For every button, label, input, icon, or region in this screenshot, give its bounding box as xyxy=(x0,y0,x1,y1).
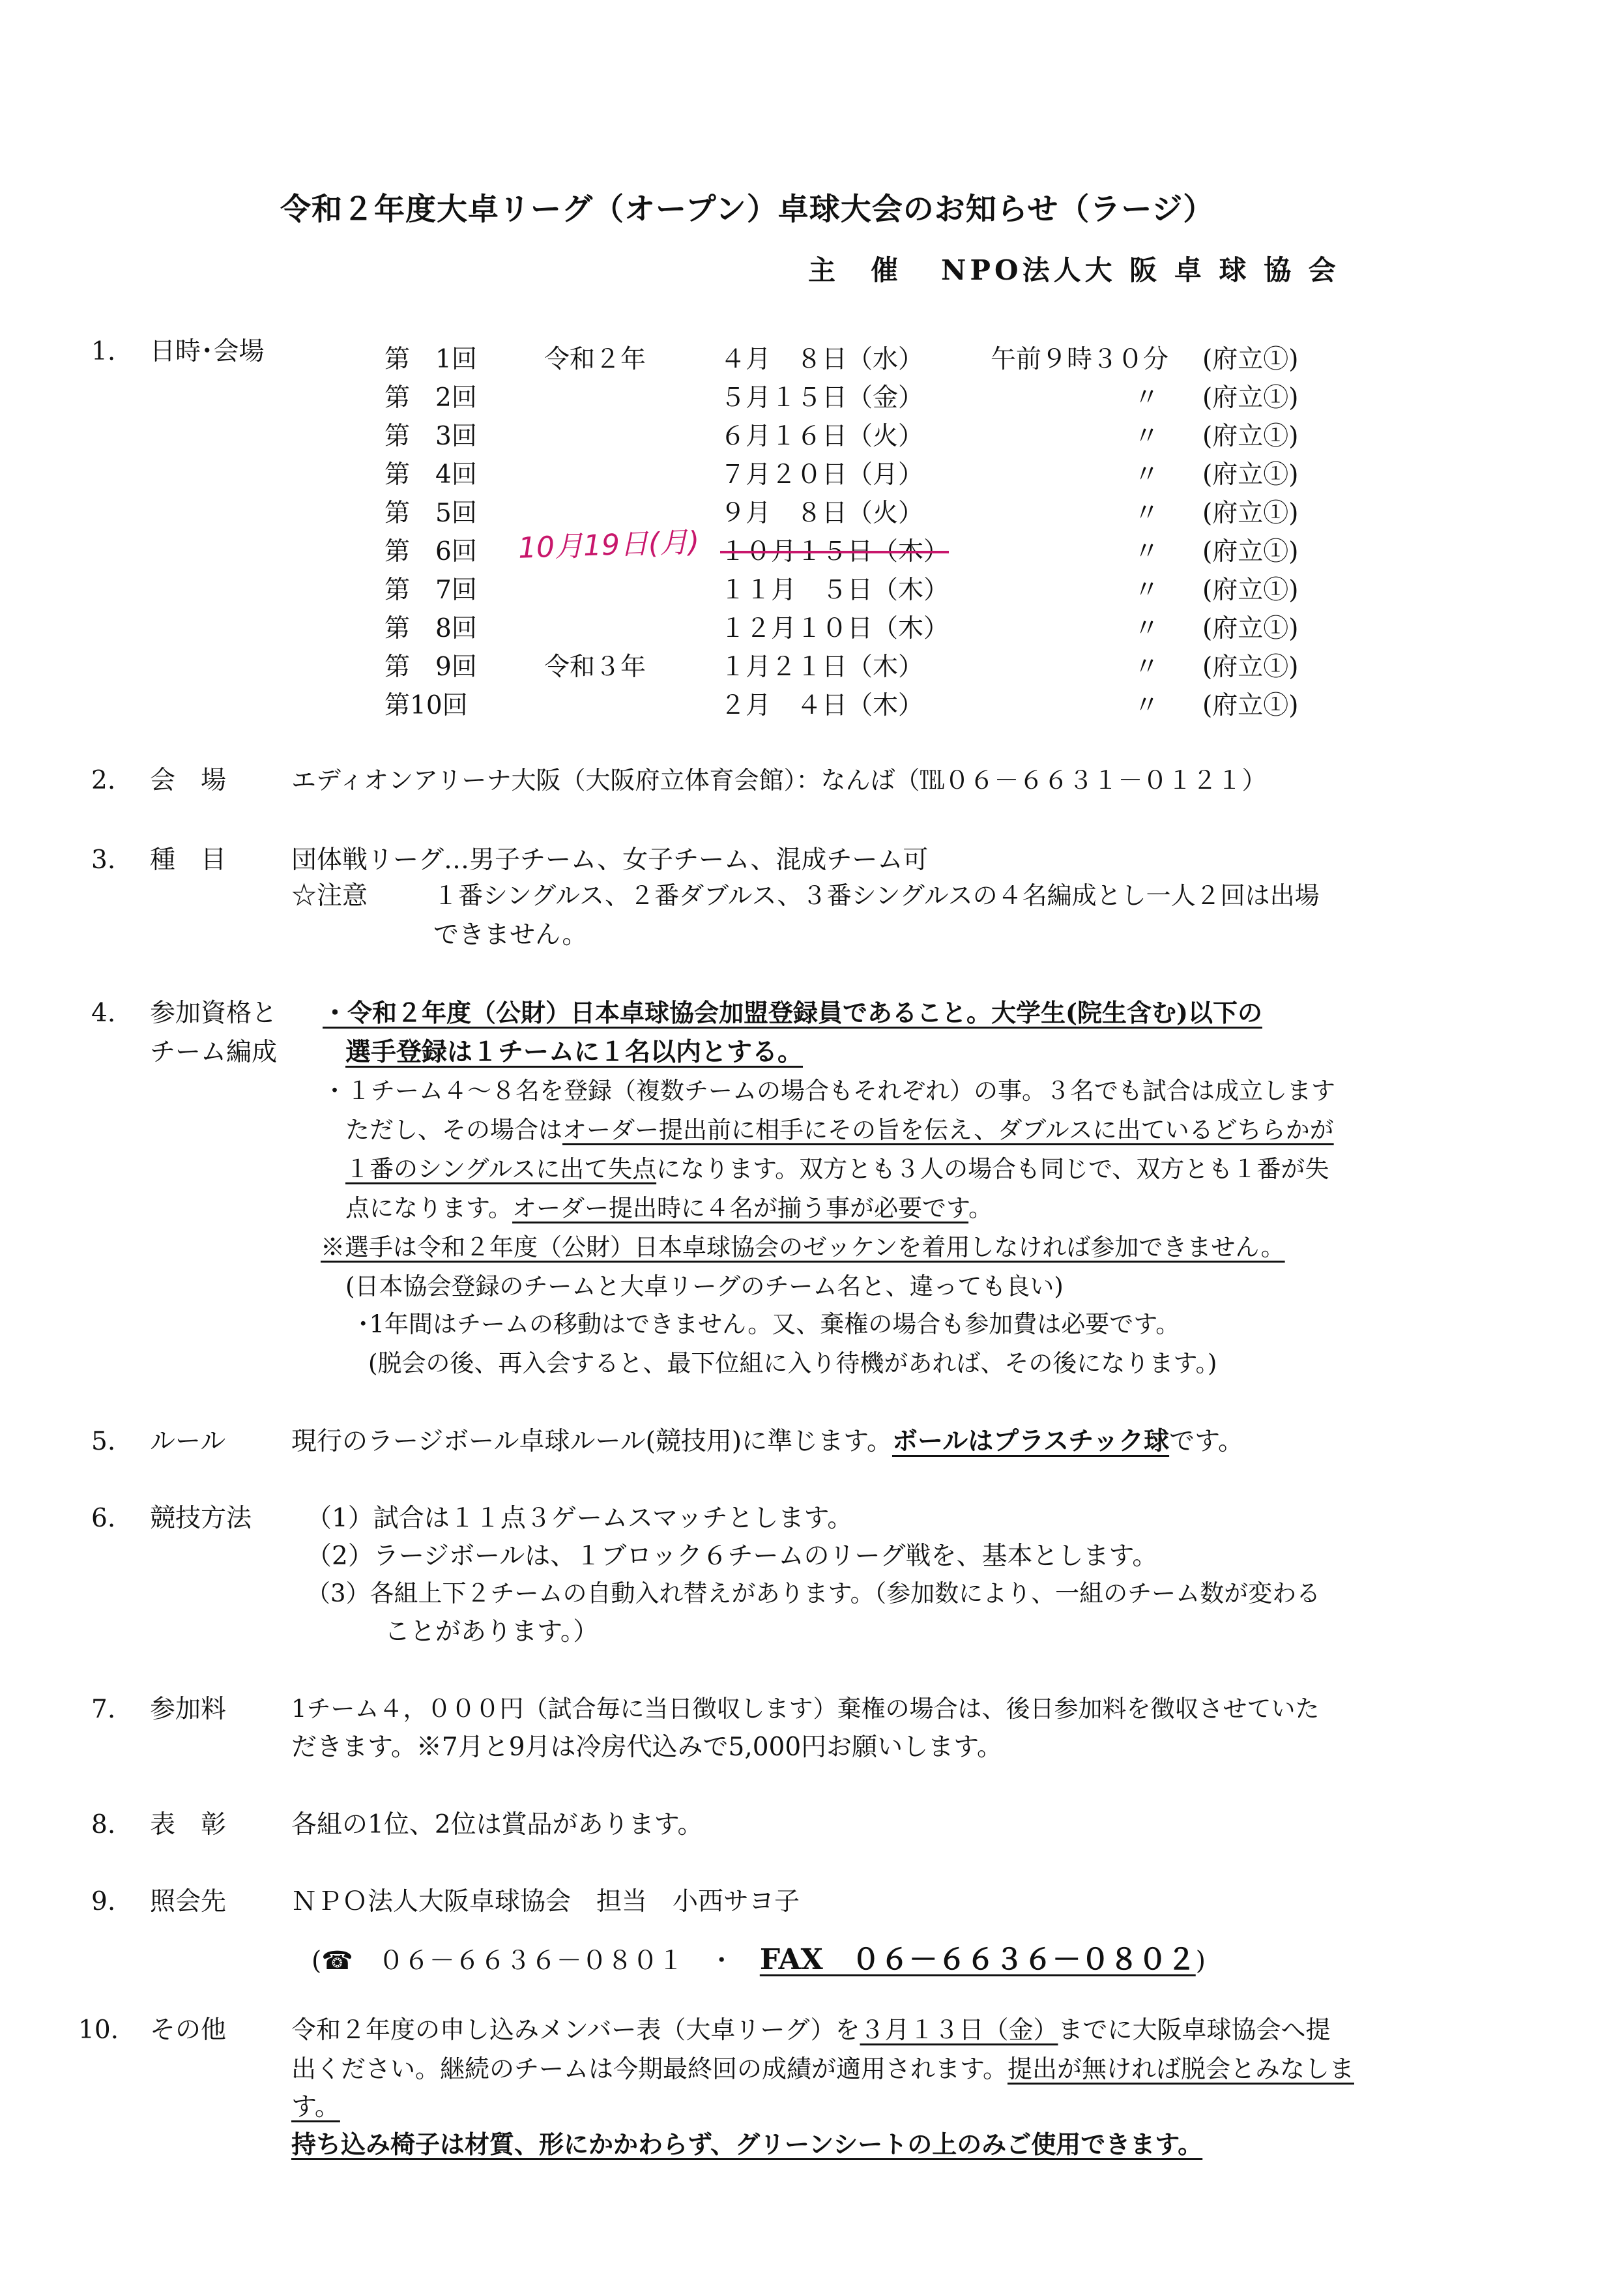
contact-line2 xyxy=(312,1943,1206,1976)
contact-line1: ＮＰＯ法人大阪卓球協会 担当 小西サヨ子 xyxy=(291,1887,800,1916)
schedule-venue: (府立①) xyxy=(1202,537,1299,566)
section1-number: 1. xyxy=(91,337,116,366)
schedule-round: 第 9回 xyxy=(384,652,477,682)
schedule-venue: (府立①) xyxy=(1202,691,1299,720)
document-title: 令和２年度大卓リーグ（オープン）卓球大会のお知らせ（ラージ） xyxy=(280,192,1215,227)
schedule-venue: (府立①) xyxy=(1202,614,1299,643)
schedule-time: 〃 xyxy=(1134,499,1160,528)
other-line1-c: までに大阪卓球協会へ提 xyxy=(1058,2015,1331,2044)
section8-label: 表 彰 xyxy=(150,1810,227,1839)
schedule-round: 第 6回 xyxy=(384,537,477,566)
schedule-round: 第10回 xyxy=(384,691,468,720)
other-line1-b: ３月１３日（金） xyxy=(860,2015,1058,2044)
schedule-time: 〃 xyxy=(1134,614,1160,643)
schedule-time: 〃 xyxy=(1134,576,1160,605)
schedule-venue: (府立①) xyxy=(1202,499,1299,528)
other-line2-b: 提出が無ければ脱会とみなしま xyxy=(1007,2055,1354,2083)
bib-rule-line2: (日本協会登録のチームと大卓リーグのチーム名と、違っても良い) xyxy=(345,1272,1064,1300)
schedule-date: １１月 ５日（木） xyxy=(720,576,950,605)
other-line3: す。 xyxy=(291,2092,340,2122)
other-line1-a: 令和２年度の申し込みメンバー表（大卓リーグ）を xyxy=(291,2015,860,2044)
schedule-date: １月２１日（木） xyxy=(720,652,924,682)
schedule-time: 〃 xyxy=(1134,691,1160,720)
schedule-time: 〃 xyxy=(1134,460,1160,490)
team-rule-line3-a: １番のシングルスに出て失点 xyxy=(345,1155,657,1183)
team-rule-line2-a: ただし、その場合は xyxy=(345,1116,562,1144)
rules-item-3: （3）各組上下２チームの自動入れ替えがあります。（参加数により、一組のチーム数が変わる xyxy=(306,1579,1321,1607)
schedule-date: ５月１５日（金） xyxy=(720,383,924,413)
schedule-time: 〃 xyxy=(1134,422,1160,451)
schedule-year: 令和３年 xyxy=(544,652,646,682)
schedule-round: 第 4回 xyxy=(384,460,477,490)
schedule-round: 第 5回 xyxy=(384,499,477,528)
section4-number: 4. xyxy=(91,999,116,1028)
award-text: 各組の1位、2位は賞品があります。 xyxy=(291,1810,703,1839)
contact-fax: FAX ０６－６６３６－０８０２ xyxy=(759,1943,1196,1976)
eligibility-line2: 選手登録は１チームに１名以内とする。 xyxy=(345,1037,804,1067)
contact-fax-close: ) xyxy=(1195,1946,1206,1976)
schedule-venue: (府立①) xyxy=(1202,422,1299,451)
organizer-line xyxy=(808,254,1340,286)
schedule-venue: (府立①) xyxy=(1202,460,1299,490)
other-line2-a: 出ください。継続のチームは今期最終回の成績が適用されます。 xyxy=(291,2055,1008,2083)
section3-note-label: ☆注意 xyxy=(291,881,368,911)
team-rule-line3-b: になります。双方とも３人の場合も同じで、双方とも１番が失 xyxy=(656,1155,1329,1183)
section2-number: 2. xyxy=(91,766,116,795)
schedule-venue: (府立①) xyxy=(1202,383,1299,413)
team-rule-line4 xyxy=(345,1196,993,1220)
fee-line2: だきます。※7月と9月は冷房代込みで5,000円お願いします。 xyxy=(291,1733,1003,1762)
section3-label: 種 目 xyxy=(150,845,227,875)
section5-text-a: 現行のラージボール卓球ルール(競技用)に準じます。 xyxy=(291,1427,892,1456)
organizer-label: 主 催 xyxy=(808,254,903,286)
other-line1 xyxy=(291,2017,1331,2042)
rules-item-2: （2）ラージボールは、１ブロック６チームのリーグ戦を、基本とします。 xyxy=(306,1542,1158,1571)
schedule-time: 〃 xyxy=(1134,652,1160,682)
schedule-date: ６月１６日（火） xyxy=(720,422,924,451)
team-rule-line4-c: 。 xyxy=(968,1194,993,1222)
team-rule-line3 xyxy=(345,1157,1329,1181)
schedule-time: 午前９時３０分 xyxy=(991,345,1169,374)
contact-phone: (☎ ０６－６６３６－０８０１ ・ xyxy=(312,1946,734,1976)
section7-number: 7. xyxy=(91,1695,116,1724)
schedule-time: 〃 xyxy=(1134,383,1160,413)
schedule-date: １０月１５日（木） xyxy=(720,537,950,566)
team-rule-line2-b: オーダー提出前に相手にその旨を伝え、ダブルスに出ているどちらかが xyxy=(562,1116,1334,1144)
schedule-round: 第 7回 xyxy=(384,576,477,605)
handwritten-correction: 10月19日(月) xyxy=(517,525,701,565)
schedule-round: 第 8回 xyxy=(384,614,477,643)
schedule-year: 令和２年 xyxy=(544,345,646,374)
schedule-round: 第 1回 xyxy=(384,345,477,374)
bib-rule-line1: ※選手は令和２年度（公財）日本卓球協会のゼッケンを着用しなければ参加できません。 xyxy=(321,1233,1285,1261)
section3-note-line1: １番シングルス、２番ダブルス、３番シングルスの４名編成とし一人２回は出場 xyxy=(433,881,1320,910)
schedule-round: 第 3回 xyxy=(384,422,477,451)
schedule-time: 〃 xyxy=(1134,537,1160,566)
eligibility-line1: ・令和２年度（公財）日本卓球協会加盟登録員であること。大学生(院生含む)以下の xyxy=(323,998,1262,1027)
section6-label: 競技方法 xyxy=(150,1504,252,1533)
schedule-date: ２月 ４日（木） xyxy=(720,691,924,720)
section2-label: 会 場 xyxy=(150,766,227,795)
schedule-round: 第 2回 xyxy=(384,383,477,413)
section9-number: 9. xyxy=(91,1887,116,1916)
rules-item-3-cont: ことがあります。） xyxy=(384,1617,599,1647)
section3-number: 3. xyxy=(91,845,116,875)
section4-label-1: 参加資格と xyxy=(150,999,278,1028)
section1-label: 日時･会場 xyxy=(150,337,265,366)
team-rule-line2 xyxy=(345,1118,1334,1142)
transfer-rule-line2: (脱会の後、再入会すると、最下位組に入り待機があれば、その後になります。) xyxy=(368,1349,1217,1377)
schedule-date: ７月２０日（月） xyxy=(720,460,924,490)
section10-label: その他 xyxy=(150,2015,227,2045)
organizer-name: NPO法人大 阪 卓 球 協 会 xyxy=(941,254,1340,286)
section9-label: 照会先 xyxy=(150,1887,227,1916)
section4-label-2: チーム編成 xyxy=(150,1038,278,1067)
section3-note-line2: できません。 xyxy=(433,920,588,950)
section8-number: 8. xyxy=(91,1810,116,1839)
rules-item-1: （1）試合は１１点３ゲームスマッチとします。 xyxy=(306,1504,853,1533)
section5-text-c: です。 xyxy=(1169,1427,1243,1456)
schedule-venue: (府立①) xyxy=(1202,576,1299,605)
section5-text-b: ボールはプラスチック球 xyxy=(892,1426,1170,1456)
team-rule-line4-b: オーダー提出時に４名が揃う事が必要です xyxy=(512,1194,969,1222)
other-line2 xyxy=(291,2057,1354,2081)
section3-line1: 団体戦リーグ…男子チーム、女子チーム、混成チーム可 xyxy=(291,845,929,875)
section5-label: ルール xyxy=(150,1427,226,1456)
schedule-date: １２月１０日（木） xyxy=(720,614,950,643)
section10-number: 10. xyxy=(78,2015,119,2045)
schedule-venue: (府立①) xyxy=(1202,345,1299,374)
section2-text: エディオンアリーナ大阪（大阪府立体育会館）：なんば（℡０６－６６３１－０１２１） xyxy=(291,766,1267,795)
transfer-rule-line1: ･1年間はチームの移動はできません。又、棄権の場合も参加費は必要です。 xyxy=(357,1310,1180,1338)
team-rule-line4-a: 点になります。 xyxy=(345,1194,513,1222)
schedule-date: ４月 ８日（水） xyxy=(720,345,924,374)
schedule-date: ９月 ８日（火） xyxy=(720,499,924,528)
section7-label: 参加料 xyxy=(150,1695,227,1724)
section5-text xyxy=(291,1426,1243,1456)
section5-number: 5. xyxy=(91,1427,116,1456)
fee-line1: 1チーム４，０００円（試合毎に当日徴収します）棄権の場合は、後日参加料を徴収させていた xyxy=(291,1695,1320,1723)
team-rule-line1: ・１チーム４～８名を登録（複数チームの場合もそれぞれ）の事。３名でも試合は成立します xyxy=(323,1077,1335,1105)
schedule-venue: (府立①) xyxy=(1202,652,1299,682)
other-line4: 持ち込み椅子は材質、形にかかわらず、グリーンシートの上のみご使用できます。 xyxy=(291,2130,1203,2159)
section6-number: 6. xyxy=(91,1504,116,1533)
